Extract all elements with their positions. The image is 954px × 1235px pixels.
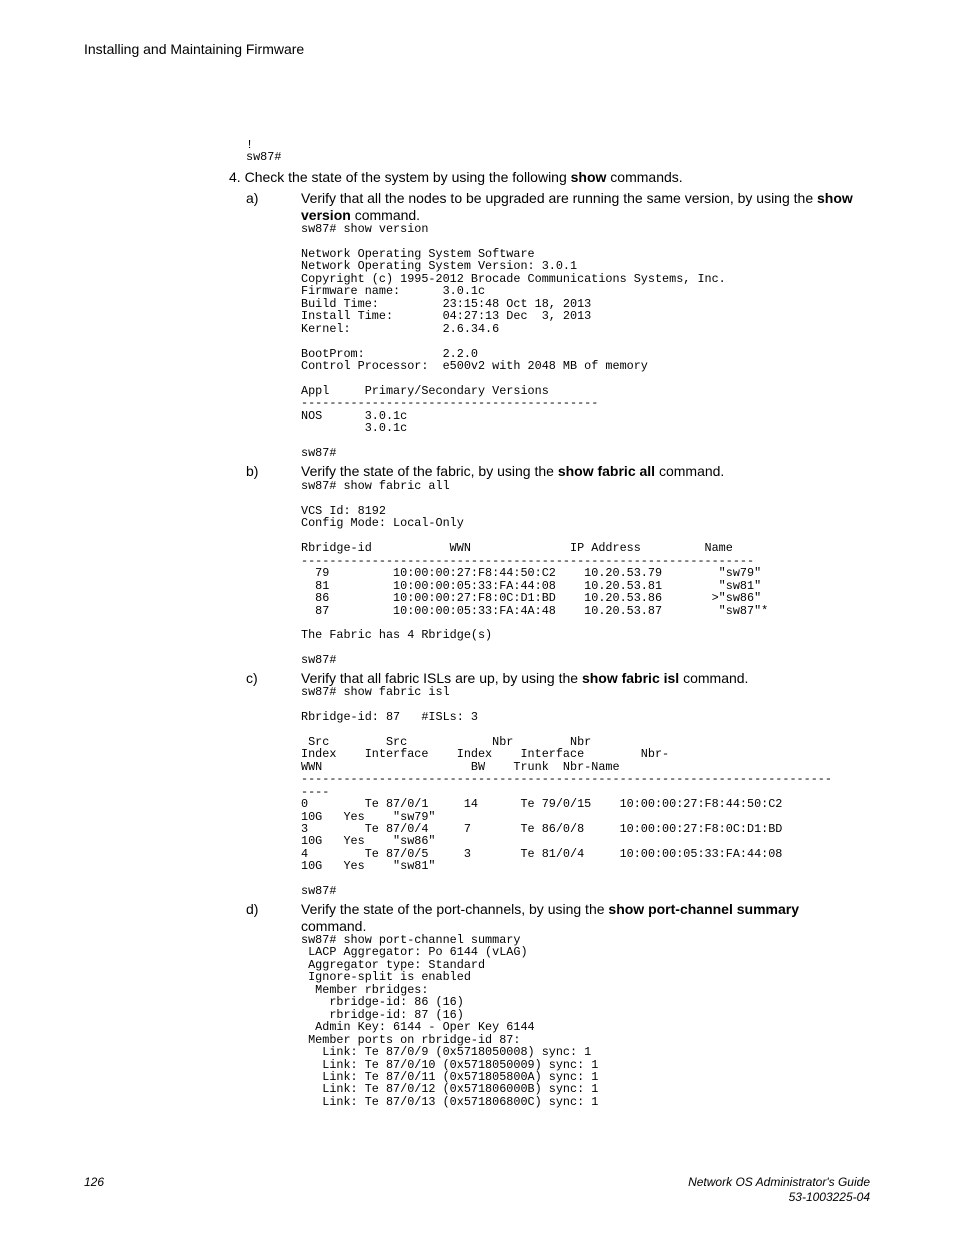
code-block-show-version: sw87# show version Network Operating System Software Network Operating System Version: 3.0.1 Copyright (c) 1995-2012 Brocade Communications Systems, Inc. Firmware name: 3.0.1c Build Time: 23:15:48 Oct 18, 2013 Install Time: 04:27:13 Dec 3, 2013 Kernel: 2.6.34.6 BootProm: 2.2.0 Control Processor: e500v2 with 2048 MB of memory Appl Primary/Secondary Versions ------------------------------------------ NOS 3.0.1c 3.0.1c sw87# xyxy=(301,222,726,461)
substep-d-text: Verify the state of the port-channels, by using the show port-channel summary command. xyxy=(301,901,799,934)
step-4 xyxy=(229,169,683,186)
page-header: Installing and Maintaining Firmware xyxy=(84,41,305,57)
page-number: 126 xyxy=(84,1175,105,1189)
guide-title: Network OS Administrator's Guide xyxy=(688,1175,870,1189)
substep-a-label: a) xyxy=(246,190,259,206)
doc-number: 53-1003225-04 xyxy=(788,1190,870,1204)
code-block-show-fabric-isl: sw87# show fabric isl Rbridge-id: 87 #ISLs: 3 Src Src Nbr Nbr Index Interface Index Interface Nbr- WWN BW Trunk Nbr-Name --------------------------------------------------------------------------- ---- 0 Te 87/0/1 14 Te 79/0/15 10:00:00:27:F8:44:50:C2 10G Yes "sw79" 3 Te 87/0/4 7 Te 86/0/8 10:00:00:27:F8:0C:D1:BD 10G Yes "sw86" 4 Te 87/0/5 3 Te 81/0/4 10:00:00:05:33:FA:44:08 10G Yes "sw81" sw87# xyxy=(301,685,832,899)
step-number: 4. xyxy=(229,169,241,185)
substep-c-text: Verify that all fabric ISLs are up, by using the show fabric isl command. xyxy=(301,670,749,686)
code-block-show-port-channel: sw87# show port-channel summary LACP Aggregator: Po 6144 (vLAG) Aggregator type: Standard Ignore-split is enabled Member rbridges: rbridge-id: 86 (16) rbridge-id: 87 (16) Admin Key: 6144 - Oper Key 6144 Member ports on rbridge-id 87: Link: Te 87/0/9 (0x5718050008) sync: 1 Link: Te 87/0/10 (0x5718050009) sync: 1 Link: Te 87/0/11 (0x571805800A) sync: 1 Link: Te 87/0/12 (0x571806000B) sync: 1 Link: Te 87/0/13 (0x571806800C) sync: 1 xyxy=(301,933,599,1109)
substep-b-text: Verify the state of the fabric, by using the show fabric all command. xyxy=(301,463,725,479)
code-block-show-fabric-all: sw87# show fabric all VCS Id: 8192 Config Mode: Local-Only Rbridge-id WWN IP Address Name ---------------------------------------------------------------- 79 10:00:00:27:F8:44:50:C2 10.20.53.79 "sw79" 81 10:00:00:05:33:FA:44:08 10.20.53.81 "sw81" 86 10:00:00:27:F8:0C:D1:BD 10.20.53.86 >"sw86" 87 10:00:00:05:33:FA:4A:48 10.20.53.87 "sw87"* The Fabric has 4 Rbridge(s) sw87# xyxy=(301,479,769,668)
substep-c-label: c) xyxy=(246,670,258,686)
footer-right xyxy=(688,1175,870,1205)
substep-b-label: b) xyxy=(246,463,259,479)
substep-d-label: d) xyxy=(246,901,259,917)
code-block-prompt: ! sw87# xyxy=(246,138,282,165)
substep-a-text: Verify that all the nodes to be upgraded are running the same version, by using the show version command. xyxy=(301,190,853,223)
step-text: Check the state of the system by using the following show commands. xyxy=(244,169,683,185)
